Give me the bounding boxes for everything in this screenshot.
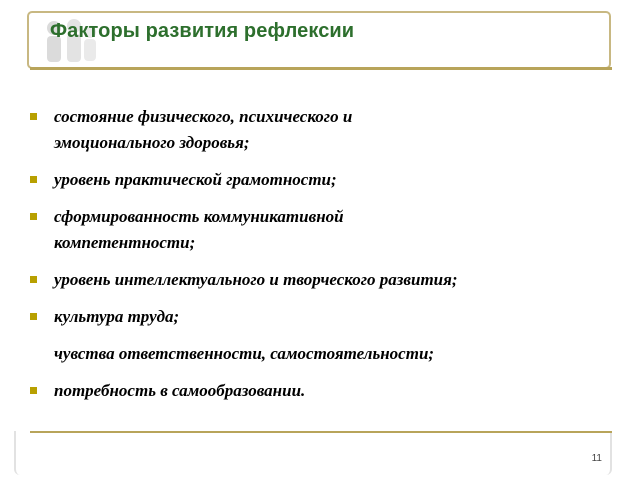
square-bullet-icon bbox=[30, 276, 37, 283]
list-item-text: потребность в самообразовании. bbox=[54, 381, 306, 400]
list-item-text: уровень интеллектуального и творческого развития; bbox=[54, 270, 458, 289]
square-bullet-icon bbox=[30, 213, 37, 220]
list-item-text: эмоционального здоровья; bbox=[54, 133, 250, 152]
list-item bbox=[18, 304, 633, 330]
list-item-text: уровень практической грамотности; bbox=[54, 170, 337, 189]
square-bullet-icon bbox=[30, 313, 37, 320]
list-item bbox=[18, 167, 633, 193]
footer-frame bbox=[14, 431, 612, 475]
list-item-text: компетентности; bbox=[54, 233, 196, 252]
title-underline bbox=[30, 67, 612, 70]
list-item bbox=[18, 204, 633, 256]
list-item-text: сформированность коммуникативной bbox=[54, 207, 344, 226]
list-item bbox=[18, 104, 633, 156]
list-item bbox=[18, 341, 633, 367]
slide-title: Факторы развития рефлексии bbox=[50, 20, 355, 42]
bullet-list bbox=[18, 104, 633, 415]
list-item-text: состояние физического, психического и bbox=[54, 107, 353, 126]
list-item-text: культура труда; bbox=[54, 307, 180, 326]
square-bullet-icon bbox=[30, 387, 37, 394]
square-bullet-icon bbox=[30, 176, 37, 183]
list-item bbox=[18, 378, 633, 404]
footer-rule bbox=[30, 431, 612, 433]
list-item-text: чувства ответственности, самостоятельности; bbox=[54, 344, 435, 363]
square-bullet-icon bbox=[30, 113, 37, 120]
list-item bbox=[18, 267, 633, 293]
page-number: 11 bbox=[591, 453, 602, 464]
